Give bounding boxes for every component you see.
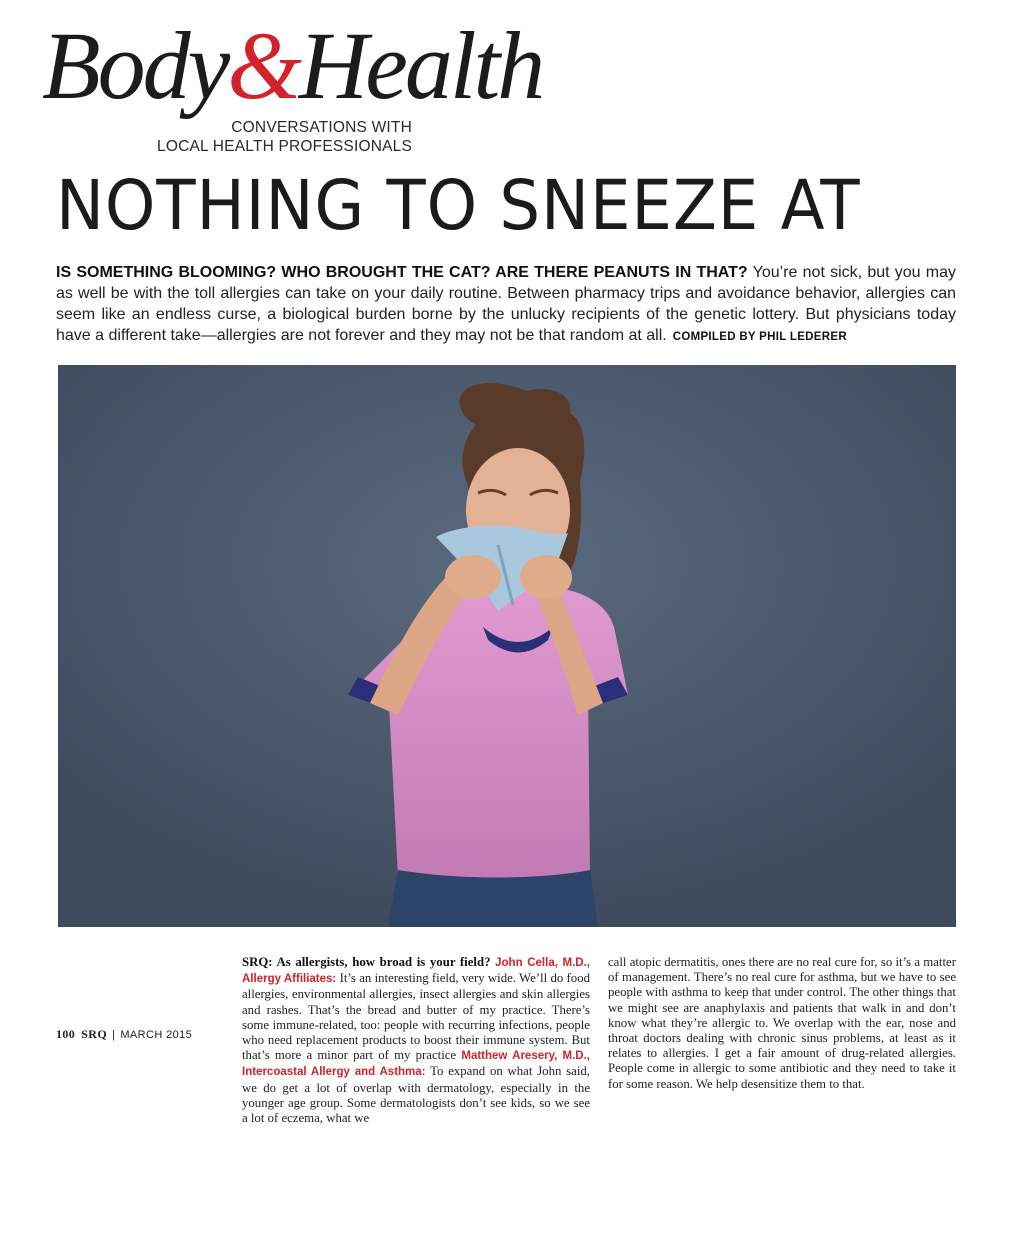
masthead-subtitle-line-2: LOCAL HEALTH PROFESSIONALS: [157, 138, 412, 155]
speaker-john-cella: John Cella, M.D., Allergy Affiliates:: [242, 957, 591, 986]
article-photo: [58, 365, 956, 927]
issue-date: MARCH 2015: [120, 1029, 193, 1041]
masthead-title: [42, 12, 543, 119]
masthead-body-word: Body: [42, 12, 228, 119]
answer-matthew-aresery-continued: call atopic dermatitis, ones there are no real cure for, so it’s a matter of management. There’s no real cure for asthma, but we have to see people with asthma to keep that under control. The other things that we might see are anaphylaxis and patients that walk in and don’t know what they’re allergic to. We overlap with the ear, nose and throat doctors dealing with chronic sinus problems, at least as it relates to allergies. I get a fair amount of drug-related allergies. People come in allergic to some antibiotic and they need to take it for some reason. We help desensitize them to that.: [608, 955, 956, 1091]
intro-lead: IS SOMETHING BLOOMING? WHO BROUGHT THE CAT? ARE THERE PEANUTS IN THAT?: [56, 264, 748, 281]
page-footer: [56, 1027, 192, 1042]
byline: COMPILED BY PHIL LEDERER: [672, 331, 847, 343]
masthead-health-word: Health: [298, 12, 543, 119]
article-column-left: [242, 955, 590, 1126]
masthead-ampersand: &: [227, 12, 299, 119]
answer-john-cella: It’s an interesting field, very wide. We’ll do food allergies, environmental allergies, insect allergies and skin allergies and rashes. That’s the bread and butter of my practice. There’s some immune-related, too: people with recurring infections, people who need replacement products to boost their immune system. But that’s more a minor part of my practice: [242, 971, 590, 1063]
speaker-matthew-aresery: Matthew Aresery, M.D., Intercoastal Allergy and Asthma:: [242, 1050, 590, 1079]
masthead: [42, 12, 602, 158]
article-headline: NOTHING TO SNEEZE AT: [56, 166, 861, 246]
answer-matthew-aresery: To expand on what John said, we do get a lot of overlap with dermatology, especially in the younger age group. Some dermatologists don’t see kids, so we see a lot of eczema, what we: [242, 1064, 590, 1126]
intro-body: You’re not sick, but you may as well be with the toll allergies can take on your daily routine. Between pharmacy trips and avoidance behavior, allergies can seem like an endless curse, a biological burden borne by the unlucky recipients of the genetic lottery. But physicians today have a different take—allergies are not forever and they may not be that random at all.: [56, 264, 957, 344]
interview-question: SRQ: As allergists, how broad is your field?: [242, 955, 491, 969]
page-number: 100: [56, 1027, 76, 1041]
article-column-right: [608, 955, 956, 1092]
girl-jeans: [388, 870, 598, 927]
magazine-brand: SRQ: [81, 1027, 108, 1041]
footer-separator: |: [112, 1029, 116, 1041]
sneezing-girl-illustration: [58, 365, 956, 927]
masthead-subtitle-line-1: CONVERSATIONS WITH: [231, 119, 412, 136]
article-intro: [56, 262, 956, 348]
masthead-subtitle: [157, 118, 412, 156]
